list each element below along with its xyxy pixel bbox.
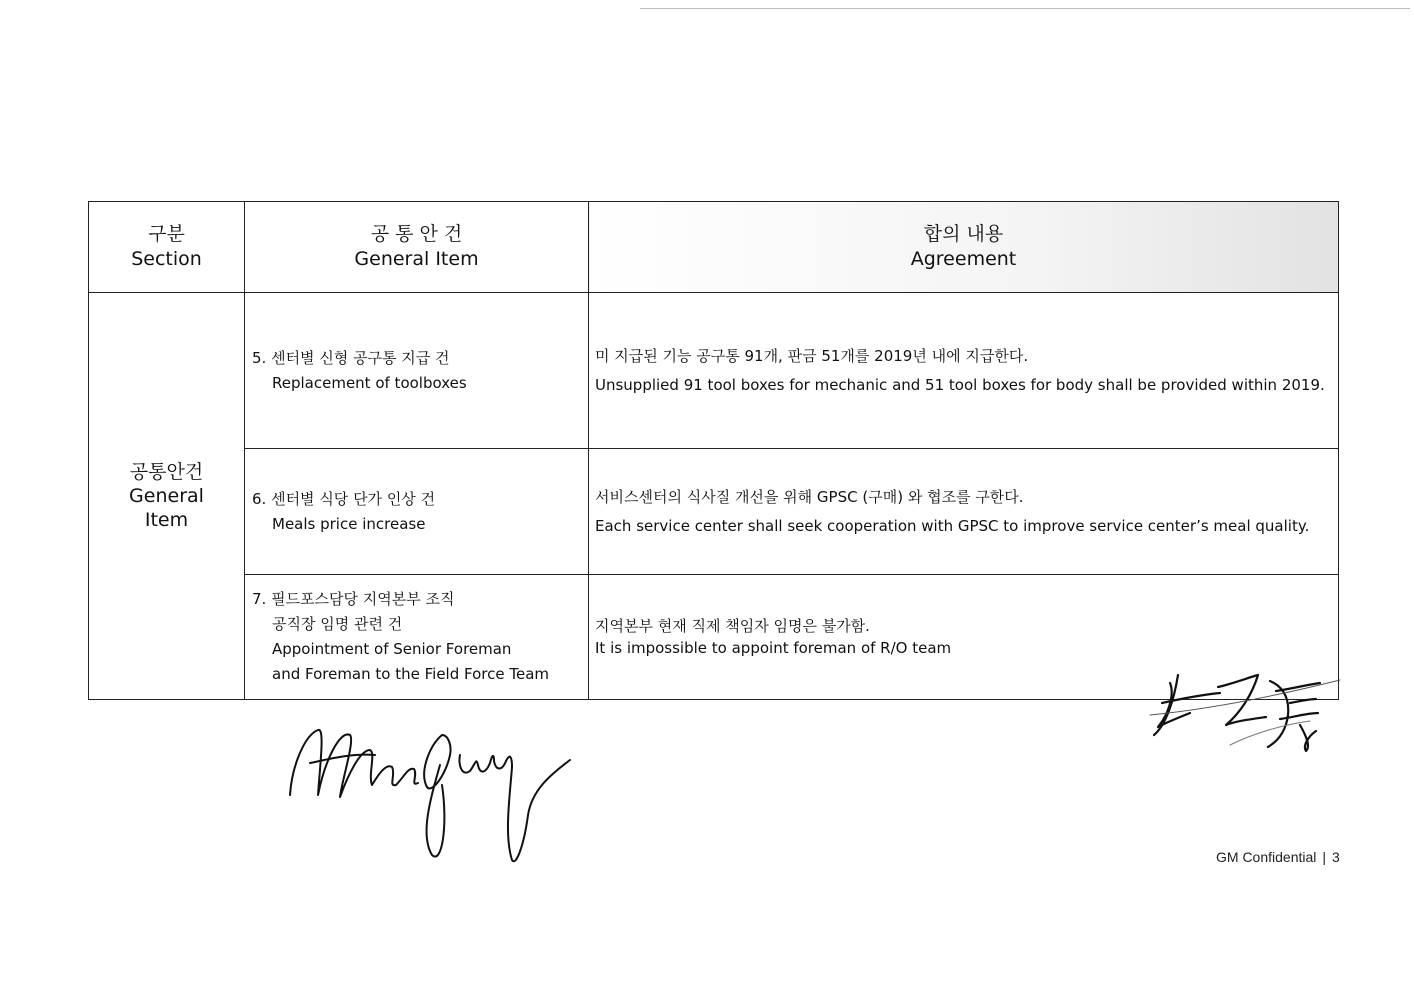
page-number: 3 <box>1332 849 1340 865</box>
section-ko: 공통안건 <box>129 461 204 483</box>
footer <box>1216 849 1340 865</box>
header-section-ko: 구분 <box>148 223 185 245</box>
item-ko-line2: 공직장 임명 관련 건 <box>272 615 403 633</box>
header-section-en: Section <box>131 248 202 270</box>
agreement-table <box>88 201 1339 700</box>
item-en-line1: Appointment of Senior Foreman <box>272 640 512 658</box>
item-cell <box>245 293 589 449</box>
header-general-item <box>245 202 589 293</box>
top-rule <box>640 8 1410 9</box>
header-agreement-en: Agreement <box>910 248 1017 270</box>
item-ko: 6. 센터별 식당 단가 인상 건 <box>252 489 436 508</box>
agreement-ko: 미 지급된 기능 공구통 91개, 판금 51개를 2019년 내에 지급한다. <box>595 346 1029 365</box>
table-row <box>89 293 1339 449</box>
footer-separator: | <box>1322 849 1327 865</box>
item-ko-line1: 7. 필드포스담당 지역본부 조직 <box>252 590 455 608</box>
agreement-cell <box>589 449 1339 575</box>
item-cell <box>245 575 589 700</box>
footer-label: GM Confidential <box>1216 849 1317 865</box>
agreement-cell <box>589 293 1339 449</box>
section-en-line2: Item <box>144 509 189 531</box>
header-item-ko: 공 통 안 건 <box>370 223 463 245</box>
header-agreement-ko: 합의 내용 <box>923 223 1004 245</box>
table-row <box>89 449 1339 575</box>
signature-left <box>280 705 580 875</box>
header-agreement <box>589 202 1339 293</box>
agreement-ko: 서비스센터의 식사질 개선을 위해 GPSC (구매) 와 협조를 구한다. <box>595 487 1024 506</box>
header-section <box>89 202 245 293</box>
agreement-en: Each service center shall seek cooperation with GPSC to improve service center’s meal quality. <box>595 516 1310 535</box>
header-item-en: General Item <box>354 248 479 270</box>
item-en: Meals price increase <box>272 514 426 533</box>
item-cell <box>245 449 589 575</box>
table-header-row <box>89 202 1339 293</box>
section-en-line1: General <box>129 485 204 507</box>
item-en-line2: and Foreman to the Field Force Team <box>272 665 550 683</box>
agreement-en: Unsupplied 91 tool boxes for mechanic and 51 tool boxes for body shall be provided within 2019. <box>595 375 1325 394</box>
section-cell <box>89 293 245 700</box>
item-ko: 5. 센터별 신형 공구통 지급 건 <box>252 348 450 367</box>
signature-right <box>1140 655 1360 765</box>
agreement-en: It is impossible to appoint foreman of R/O team <box>595 639 952 657</box>
agreement-ko: 지역본부 현재 직제 책임자 임명은 불가함. <box>595 617 870 635</box>
item-en: Replacement of toolboxes <box>272 373 467 392</box>
